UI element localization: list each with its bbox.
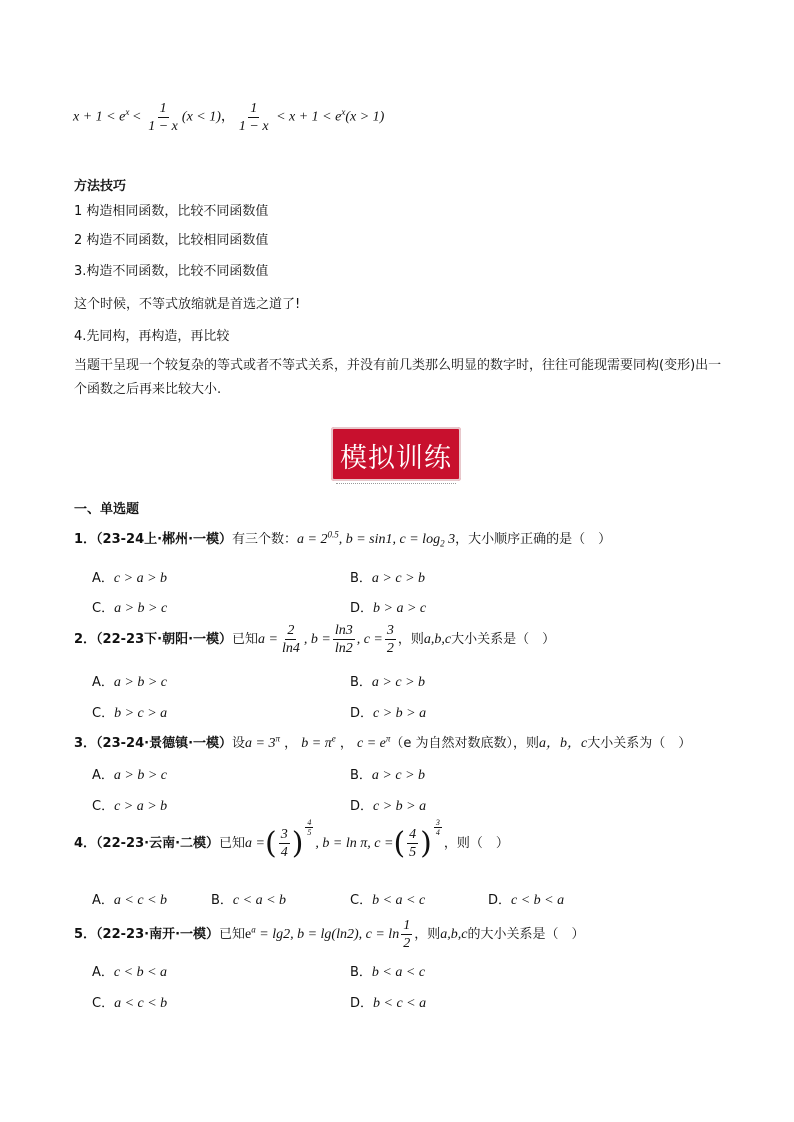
method-item-5: 4.先同构，再构造，再比较 — [74, 329, 230, 344]
q2-b-frac: $\frac{\ln 3}{\ln 2}$ — [334, 623, 353, 656]
q3-note: （e 为自然对数底数），则 — [390, 736, 540, 751]
formula-part2-frac — [237, 100, 271, 135]
q1-option-c[interactable]: C．a > b > c — [92, 601, 168, 616]
question-1 — [74, 528, 611, 549]
q1-math-sup: 0.5 — [327, 529, 339, 540]
q1-stem-pre: 有三个数： — [232, 532, 298, 547]
methods-paragraph: 当题干呈现一个较复杂的等式或者不等式关系，并没有前几类那么明显的数字时，往往可能现需要同构(变形)出一个函数之后再来比较大小. — [74, 358, 722, 397]
q1-number: 1． — [74, 532, 97, 547]
q5-source: （22-23·南开·一模） — [96, 927, 220, 942]
banner-decoration — [336, 483, 456, 490]
q5-stem-end: 的大小关系是（ ） — [467, 927, 585, 942]
q3-b-part: b = π — [301, 736, 332, 751]
q5-frac: $\frac{1}{2}$ — [403, 918, 411, 951]
formula-part2-b: < x + 1 < e — [272, 109, 342, 125]
q3-option-d[interactable]: D．c > b > a — [350, 799, 427, 814]
q4-source: （22-23·云南·二模） — [96, 836, 220, 851]
q3-b-sup: e — [331, 733, 336, 744]
q4-stem-pre: 已知 — [219, 836, 246, 851]
q2-source: （22-23下·朝阳·一模） — [96, 632, 233, 647]
q3-option-c[interactable]: C．c > a > b — [92, 799, 168, 814]
formula-part2-frac-num: 1 — [250, 101, 258, 116]
q4-a-lhs: a = — [245, 836, 265, 851]
q2-stem-pre: 已知 — [232, 632, 259, 647]
q1-math-rest: , b = sin1, c = log — [338, 532, 441, 547]
practice-banner-title: 模拟训练 — [340, 443, 452, 474]
q2-a-frac: $\frac{2}{\ln 4}$ — [281, 623, 300, 656]
q3-vars: a，b，c — [539, 736, 588, 751]
q5-option-b[interactable]: B．b < a < c — [350, 965, 426, 980]
method-item-3: 3.构造不同函数，比较不同函数值 — [74, 264, 269, 279]
q3-number: 3． — [74, 736, 97, 751]
q1-math-sub: 2 — [440, 538, 445, 549]
q4-b-part: , b = ln π, c = — [315, 836, 394, 851]
formula-part1-frac-den: 1 − x — [148, 119, 178, 134]
q2-option-c[interactable]: C．b > c > a — [92, 706, 168, 721]
q1-option-d[interactable]: D．b > a > c — [350, 601, 427, 616]
q4-option-b[interactable]: B．c < a < b — [211, 893, 287, 908]
q2-vars: a,b,c — [423, 632, 452, 647]
q3-a-sup: π — [275, 733, 280, 744]
formula-part2-b-sup: x — [341, 107, 346, 118]
formula-part1-frac-num: 1 — [159, 101, 167, 116]
question-5 — [74, 917, 584, 952]
formula-part2-frac-den: 1 − x — [238, 119, 269, 134]
q1-stem-post: ，大小顺序正确的是（ ） — [455, 532, 612, 547]
question-3: 3．（23-24·景德镇·一模）设$a = 3^\pi$ ， $b = \pi^e$ ， $c = e^\pi(e$ 为自然对数底数），则a，b，c大小关系为（ ） — [74, 733, 692, 751]
q5-math: e — [245, 927, 252, 942]
q2-c-frac: $\frac{3}{2}$ — [386, 623, 394, 656]
q4-option-a[interactable]: A．a < c < b — [92, 893, 168, 908]
q4-stem-post: ，则（ ） — [443, 836, 509, 851]
formula-part1-b: < — [129, 109, 145, 125]
q4-number: 4． — [74, 836, 97, 851]
q2-number: 2． — [74, 632, 97, 647]
q1-math-end: 3 — [444, 532, 456, 547]
q5-option-a[interactable]: A．c < b < a — [92, 965, 168, 980]
formula-part1-a-sup: x — [125, 107, 130, 118]
q3-c-sup: π — [385, 733, 391, 744]
question-4: 4．（22-23·云南·二模）已知a =( $\frac{3}{4}$ ) $\frac{4}{5}$ , b = ln π, c =( $\frac{4}{5}$ ) $\frac{3}{4}$ ，则（ ） — [74, 818, 509, 861]
q2-c-lhs: , c = — [356, 632, 383, 647]
q5-number: 5． — [74, 927, 97, 942]
q2-a-lhs: a = — [258, 632, 278, 647]
formula-part1-frac — [146, 100, 180, 135]
q5-math-sup: a — [251, 924, 256, 935]
q5-option-c[interactable]: C．a < c < b — [92, 996, 168, 1011]
method-item-4: 这个时候，不等式放缩就是首选之道了! — [74, 297, 301, 312]
q5-stem-post: ，则 — [414, 927, 441, 942]
method-item-1: 1 构造相同函数，比较不同函数值 — [74, 204, 269, 219]
q4-a-exp: $\frac{4}{5}$ — [307, 818, 312, 837]
q5-option-d[interactable]: D．b < c < a — [350, 996, 427, 1011]
section-title: 一、单选题 — [74, 502, 140, 517]
q3-c-part: c = e — [357, 736, 386, 751]
q4-c-frac: $\frac{4}{5}$ — [409, 827, 417, 860]
q5-math-rest: = lg2, b = lg(ln2), c = ln — [255, 927, 400, 942]
q2-option-b[interactable]: B．a > c > b — [350, 675, 426, 690]
q3-a-part: a = 3 — [245, 736, 276, 751]
q1-option-b[interactable]: B．a > c > b — [350, 571, 426, 586]
q5-vars: a,b,c — [440, 927, 468, 942]
q3-option-a[interactable]: A．a > b > c — [92, 768, 168, 783]
q3-source: （23-24·景德镇·一模） — [96, 736, 233, 751]
top-formula — [73, 100, 384, 135]
q2-stem-end: 大小关系是（ ） — [451, 632, 556, 647]
formula-part1-a: x + 1 < e — [73, 109, 126, 125]
q4-option-d[interactable]: D．c < b < a — [488, 893, 565, 908]
q1-math: a = 2 — [297, 532, 328, 547]
q4-a-frac: $\frac{3}{4}$ — [280, 827, 288, 860]
formula-part1-cond: (x < 1) — [181, 109, 221, 125]
q1-source: （23-24上·郴州·一模） — [96, 532, 233, 547]
formula-sep: ， — [220, 109, 235, 125]
q4-option-c[interactable]: C．b < a < c — [350, 893, 426, 908]
q4-c-exp: $\frac{3}{4}$ — [435, 818, 440, 837]
formula-part2-cond: (x > 1) — [345, 109, 385, 125]
q2-option-a[interactable]: A．a > b > c — [92, 675, 168, 690]
question-2 — [74, 622, 555, 657]
q5-stem-pre: 已知 — [219, 927, 246, 942]
q2-b-lhs: , b = — [303, 632, 331, 647]
q2-option-d[interactable]: D．c > b > a — [350, 706, 427, 721]
methods-heading: 方法技巧 — [74, 179, 127, 194]
method-item-2: 2 构造不同函数，比较相同函数值 — [74, 233, 269, 248]
q3-option-b[interactable]: B．a > c > b — [350, 768, 426, 783]
q3-stem-pre: 设 — [232, 736, 246, 751]
q1-option-a[interactable]: A．c > a > b — [92, 571, 168, 586]
q3-stem-end: 大小关系为（ ） — [587, 736, 692, 751]
practice-banner — [331, 427, 461, 481]
q2-stem-post: ，则 — [397, 632, 424, 647]
